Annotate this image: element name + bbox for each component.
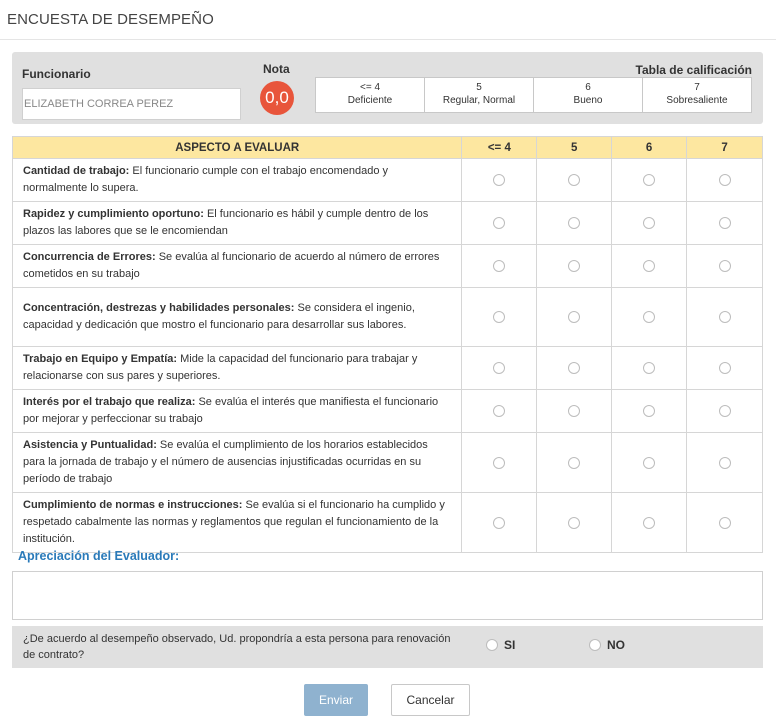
- rating-radio-6[interactable]: [643, 260, 655, 272]
- table-row: [13, 493, 763, 553]
- grade-score: 7: [694, 82, 700, 93]
- aspect-description: [13, 202, 462, 245]
- table-row: [13, 202, 763, 245]
- rating-cell: [537, 159, 612, 202]
- rating-radio-7[interactable]: [719, 457, 731, 469]
- rating-cell: [537, 493, 612, 553]
- rating-radio-7[interactable]: [719, 311, 731, 323]
- column-header-aspecto: ASPECTO A EVALUAR: [13, 137, 462, 159]
- grade-score: <= 4: [359, 82, 381, 93]
- rating-radio-le4[interactable]: [493, 174, 505, 186]
- rating-radio-7[interactable]: [719, 405, 731, 417]
- column-header-7: 7: [687, 137, 763, 159]
- rating-cell: [612, 245, 687, 288]
- aspect-description: [13, 288, 462, 347]
- rating-radio-5[interactable]: [568, 517, 580, 529]
- rating-cell: [687, 347, 763, 390]
- aspect-title: Interés por el trabajo que realiza:: [23, 396, 196, 408]
- rating-cell: [462, 390, 537, 433]
- renovacion-question: ¿De acuerdo al desempeño observado, Ud. propondría a esta persona para renovación de contrato?: [23, 633, 451, 661]
- renovacion-option-no[interactable]: [589, 638, 625, 652]
- renovacion-radio-no[interactable]: [589, 639, 601, 651]
- rating-cell: [462, 493, 537, 553]
- rating-radio-7[interactable]: [719, 217, 731, 229]
- renovacion-option-label: NO: [607, 638, 625, 652]
- rating-cell: [462, 202, 537, 245]
- aspect-description: [13, 245, 462, 288]
- aspect-text: Se evalúa el cumplimiento de los horarios establecidos para la jornada de trabajo y el número de ausencias injustificadas ocurridas en su período de trabajo: [23, 439, 428, 485]
- rating-cell: [537, 202, 612, 245]
- rating-radio-le4[interactable]: [493, 260, 505, 272]
- rating-cell: [462, 159, 537, 202]
- rating-radio-7[interactable]: [719, 362, 731, 374]
- aspect-title: Trabajo en Equipo y Empatía:: [23, 353, 178, 365]
- column-header-6: 6: [612, 137, 687, 159]
- rating-cell: [687, 159, 763, 202]
- rating-cell: [537, 288, 612, 347]
- grade-cell: [425, 78, 534, 112]
- rating-radio-le4[interactable]: [493, 362, 505, 374]
- table-row: [13, 159, 763, 202]
- aspect-title: Concurrencia de Errores:: [23, 251, 156, 263]
- rating-cell: [612, 390, 687, 433]
- rating-radio-7[interactable]: [719, 174, 731, 186]
- rating-cell: [687, 288, 763, 347]
- rating-radio-le4[interactable]: [493, 405, 505, 417]
- table-row: [13, 245, 763, 288]
- grade-cell: [316, 78, 425, 112]
- rating-cell: [462, 347, 537, 390]
- rating-radio-5[interactable]: [568, 405, 580, 417]
- rating-cell: [687, 202, 763, 245]
- rating-radio-le4[interactable]: [493, 457, 505, 469]
- renovacion-option-si[interactable]: [486, 638, 515, 652]
- dialog-title: ENCUESTA DE DESEMPEÑO: [7, 11, 214, 28]
- rating-cell: [612, 347, 687, 390]
- rating-cell: [687, 245, 763, 288]
- aspect-title: Cantidad de trabajo:: [23, 165, 130, 177]
- rating-radio-5[interactable]: [568, 260, 580, 272]
- dialog-title-bar: [0, 0, 776, 40]
- aspect-description: [13, 347, 462, 390]
- tabla-calificacion-title: Tabla de calificación: [635, 63, 752, 77]
- header-panel: [12, 52, 763, 124]
- aspect-text: Se considera el ingenio, capacidad y dedicación que mostro el funcionario para desarrollar sus labores.: [23, 302, 415, 331]
- tabla-calificacion: [315, 77, 752, 113]
- rating-cell: [462, 288, 537, 347]
- nota-badge: 0,0: [260, 81, 294, 115]
- cancelar-button[interactable]: Cancelar: [391, 684, 470, 716]
- rating-radio-6[interactable]: [643, 174, 655, 186]
- table-row: [13, 288, 763, 347]
- apreciacion-textarea[interactable]: [12, 571, 763, 620]
- grade-label: Deficiente: [347, 95, 393, 106]
- rating-radio-6[interactable]: [643, 362, 655, 374]
- evaluation-table: [12, 136, 763, 553]
- rating-radio-6[interactable]: [643, 457, 655, 469]
- table-row: [13, 347, 763, 390]
- aspect-text: El funcionario cumple con el trabajo encomendado y normalmente lo supera.: [23, 165, 388, 194]
- table-row: [13, 390, 763, 433]
- table-row: [13, 433, 763, 493]
- aspect-text: Mide la capacidad del funcionario para trabajar y relacionarse con sus pares y superiores.: [23, 353, 418, 382]
- rating-radio-7[interactable]: [719, 260, 731, 272]
- rating-radio-6[interactable]: [643, 217, 655, 229]
- rating-radio-5[interactable]: [568, 362, 580, 374]
- aspect-description: [13, 390, 462, 433]
- aspect-title: Rapidez y cumplimiento oportuno:: [23, 208, 204, 220]
- apreciacion-label: Apreciación del Evaluador:: [18, 549, 180, 563]
- rating-cell: [612, 202, 687, 245]
- rating-cell: [687, 390, 763, 433]
- rating-cell: [462, 245, 537, 288]
- aspect-title: Asistencia y Puntualidad:: [23, 439, 157, 451]
- aspect-title: Concentración, destrezas y habilidades personales:: [23, 302, 295, 314]
- rating-radio-5[interactable]: [568, 174, 580, 186]
- rating-radio-5[interactable]: [568, 217, 580, 229]
- aspect-description: [13, 493, 462, 553]
- grade-cell: [534, 78, 643, 112]
- aspect-text: Se evalúa si el funcionario ha cumplido y respetado cabalmente las normas y reglamentos que regulan el funcionamiento de la institución.: [23, 499, 445, 545]
- rating-radio-le4[interactable]: [493, 517, 505, 529]
- rating-radio-5[interactable]: [568, 311, 580, 323]
- funcionario-label: Funcionario: [22, 67, 91, 81]
- rating-cell: [537, 347, 612, 390]
- rating-cell: [687, 493, 763, 553]
- rating-radio-le4[interactable]: [493, 311, 505, 323]
- rating-radio-7[interactable]: [719, 517, 731, 529]
- grade-cell: [643, 78, 751, 112]
- grade-label: Bueno: [573, 95, 603, 106]
- nota-label: Nota: [263, 62, 290, 76]
- rating-radio-5[interactable]: [568, 457, 580, 469]
- aspect-description: [13, 159, 462, 202]
- funcionario-field[interactable]: ELIZABETH CORREA PEREZ: [22, 88, 241, 120]
- rating-cell: [612, 159, 687, 202]
- grade-label: Regular, Normal: [442, 95, 516, 106]
- rating-cell: [612, 433, 687, 493]
- grade-score: 5: [476, 82, 482, 93]
- rating-cell: [612, 493, 687, 553]
- evaluation-table-header: [13, 137, 763, 159]
- column-header-5: 5: [537, 137, 612, 159]
- rating-cell: [462, 433, 537, 493]
- rating-cell: [537, 245, 612, 288]
- grade-label: Sobresaliente: [666, 95, 728, 106]
- rating-cell: [537, 433, 612, 493]
- renovacion-panel: [12, 626, 763, 668]
- rating-cell: [612, 288, 687, 347]
- rating-cell: [687, 433, 763, 493]
- aspect-text: El funcionario es hábil y cumple dentro de los plazos las labores que se le encomiendan: [23, 208, 429, 237]
- aspect-text: Se evalúa al funcionario de acuerdo al número de errores cometidos en su trabajo: [23, 251, 440, 280]
- rating-radio-le4[interactable]: [493, 217, 505, 229]
- rating-radio-6[interactable]: [643, 517, 655, 529]
- aspect-title: Cumplimiento de normas e instrucciones:: [23, 499, 243, 511]
- renovacion-option-label: SI: [504, 638, 516, 652]
- aspect-description: [13, 433, 462, 493]
- rating-radio-6[interactable]: [643, 311, 655, 323]
- column-header-le4: <= 4: [462, 137, 537, 159]
- grade-score: 6: [585, 82, 591, 93]
- enviar-button[interactable]: Enviar: [304, 684, 368, 716]
- rating-cell: [537, 390, 612, 433]
- renovacion-radio-si[interactable]: [486, 639, 498, 651]
- aspect-text: Se evalúa el interés que manifiesta el funcionario por mejorar y perfeccionar su trabajo: [23, 396, 439, 425]
- rating-radio-6[interactable]: [643, 405, 655, 417]
